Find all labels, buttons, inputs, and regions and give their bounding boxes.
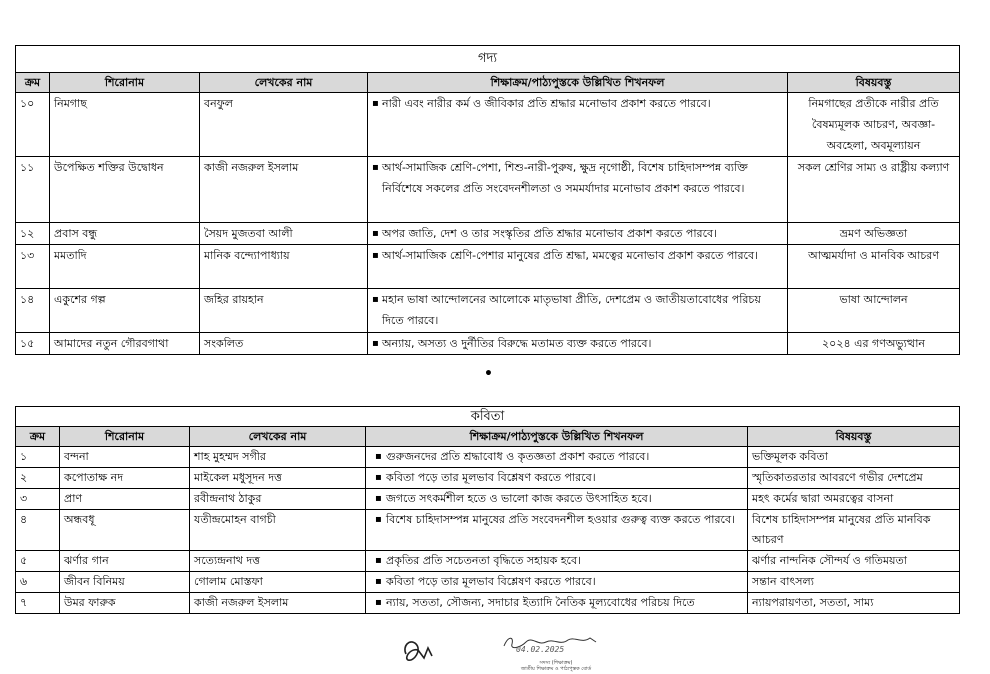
table-row xyxy=(16,468,960,489)
table-row xyxy=(16,223,960,245)
poetry-section-title: কবিতা xyxy=(16,407,960,427)
col-header-outcome: শিক্ষাক্রম/পাঠ্যপুস্তকে উল্লিখিত শিখনফল xyxy=(368,73,788,93)
row-outcome: ▪ ন্যায়, সততা, সৌজন্য, সদাচার ইত্যাদি নৈতিক মূল্যবোধের পরিচয় দিতে xyxy=(366,593,748,614)
row-serial: ৬ xyxy=(16,572,60,593)
row-outcome: ▪ কবিতা পড়ে তার মূলভাব বিশ্লেষণ করতে পারবে। xyxy=(366,572,748,593)
prose-section-title: গদ্য xyxy=(16,46,960,73)
row-title: একুশের গল্প xyxy=(50,289,200,333)
row-serial: ১২ xyxy=(16,223,50,245)
official-seal xyxy=(516,660,596,672)
col-header-outcome: শিক্ষাক্রম/পাঠ্যপুস্তকে উল্লিখিত শিখনফল xyxy=(366,427,748,447)
row-title: প্রবাস বন্ধু xyxy=(50,223,200,245)
row-content: মহৎ কর্মের দ্বারা অমরত্বের বাসনা xyxy=(748,489,960,510)
row-serial: ২ xyxy=(16,468,60,489)
col-header-author: লেখকের নাম xyxy=(190,427,366,447)
row-title: অন্ধবধূ xyxy=(60,510,190,551)
row-outcome: ▪ অন্যায়, অসত্য ও দুর্নীতির বিরুদ্ধে মতামত ব্যক্ত করতে পারবে। xyxy=(368,333,788,355)
row-serial: ১ xyxy=(16,447,60,468)
row-content: ভাষা আন্দোলন xyxy=(788,289,960,333)
row-title: মমতাদি xyxy=(50,245,200,289)
poetry-header-row xyxy=(16,427,960,447)
poetry-table xyxy=(15,406,960,614)
signature-mark-1 xyxy=(400,632,436,670)
row-serial: ১৪ xyxy=(16,289,50,333)
row-author: শাহ মুহম্মদ সগীর xyxy=(190,447,366,468)
table-row xyxy=(16,289,960,333)
row-serial: ১৩ xyxy=(16,245,50,289)
prose-table xyxy=(15,45,960,355)
row-author: জহির রায়হান xyxy=(200,289,368,333)
row-content: সন্তান বাৎসল্য xyxy=(748,572,960,593)
row-outcome: ▪ অপর জাতি, দেশ ও তার সংস্কৃতির প্রতি শ্রদ্ধার মনোভাব প্রকাশ করতে পারবে। xyxy=(368,223,788,245)
row-serial: ৩ xyxy=(16,489,60,510)
col-header-content: বিষয়বস্তু xyxy=(748,427,960,447)
row-content: ন্যায়পরায়ণতা, সততা, সাম্য xyxy=(748,593,960,614)
row-author: সৈয়দ মুজতবা আলী xyxy=(200,223,368,245)
col-header-serial: ক্রম xyxy=(16,73,50,93)
col-header-title: শিরোনাম xyxy=(60,427,190,447)
row-author: যতীন্দ্রমোহন বাগচী xyxy=(190,510,366,551)
row-content: সকল শ্রেণির সাম্য ও রাষ্ট্রীয় কল্যাণ xyxy=(788,157,960,223)
table-row xyxy=(16,447,960,468)
section-separator: • xyxy=(484,366,493,382)
row-title: বন্দনা xyxy=(60,447,190,468)
row-serial: ৭ xyxy=(16,593,60,614)
row-author: রবীন্দ্রনাথ ঠাকুর xyxy=(190,489,366,510)
row-serial: ১৫ xyxy=(16,333,50,355)
signature-date: 04.02.2025 xyxy=(516,645,565,654)
seal-line-2: জাতীয় শিক্ষাক্রম ও পাঠ্যপুস্তক বোর্ড xyxy=(520,666,592,672)
row-title: ঝর্ণার গান xyxy=(60,551,190,572)
table-row xyxy=(16,245,960,289)
row-title: প্রাণ xyxy=(60,489,190,510)
row-serial: ৫ xyxy=(16,551,60,572)
row-author: সত্যেন্দ্রনাথ দত্ত xyxy=(190,551,366,572)
row-content: আত্মমর্যাদা ও মানবিক আচরণ xyxy=(788,245,960,289)
row-title: জীবন বিনিময় xyxy=(60,572,190,593)
row-outcome: ▪ জগতে সৎকর্মশীল হতে ও ভালো কাজ করতে উৎসাহিত হবে। xyxy=(366,489,748,510)
row-title: নিমগাছ xyxy=(50,93,200,157)
row-author: গোলাম মোস্তফা xyxy=(190,572,366,593)
row-serial: ১০ xyxy=(16,93,50,157)
row-content: স্মৃতিকাতরতার আবরণে গভীর দেশপ্রেম xyxy=(748,468,960,489)
row-author: মাইকেল মধুসূদন দত্ত xyxy=(190,468,366,489)
row-outcome: ▪ আর্থ-সামাজিক শ্রেণি-পেশা, শিশু-নারী-পুরুষ, ক্ষুদ্র নৃগোষ্ঠী, বিশেষ চাহিদাসম্পন্ন ব্যক্তি নির্বিশেষে সকলের প্রতি সংবেদনশীলতা ও সমমর্যাদার মনোভাব প্রকাশ করতে পারবে। xyxy=(368,157,788,223)
row-title: উমর ফারুক xyxy=(60,593,190,614)
row-outcome: ▪ কবিতা পড়ে তার মূলভাব বিশ্লেষণ করতে পারবে। xyxy=(366,468,748,489)
row-author: কাজী নজরুল ইসলাম xyxy=(190,593,366,614)
row-author: কাজী নজরুল ইসলাম xyxy=(200,157,368,223)
seal-line-1: সদস্য (শিক্ষাক্রম) xyxy=(539,660,573,666)
table-row xyxy=(16,572,960,593)
row-outcome: ▪ গুরুজনদের প্রতি শ্রদ্ধাবোধ ও কৃতজ্ঞতা প্রকাশ করতে পারবে। xyxy=(366,447,748,468)
row-content: ভ্রমণ অভিজ্ঞতা xyxy=(788,223,960,245)
row-content: নিমগাছের প্রতীকে নারীর প্রতি বৈষম্যমূলক আচরণ, অবজ্ঞা-অবহেলা, অবমূল্যায়ন xyxy=(788,93,960,157)
row-content: ভক্তিমূলক কবিতা xyxy=(748,447,960,468)
row-outcome: ▪ আর্থ-সামাজিক শ্রেণি-পেশার মানুষের প্রতি শ্রদ্ধা, মমত্বের মনোভাব প্রকাশ করতে পারবে। xyxy=(368,245,788,289)
row-author: বনফুল xyxy=(200,93,368,157)
row-serial: ১১ xyxy=(16,157,50,223)
row-content: ঝর্ণার নান্দনিক সৌন্দর্য ও গতিময়তা xyxy=(748,551,960,572)
table-row xyxy=(16,510,960,551)
col-header-content: বিষয়বস্তু xyxy=(788,73,960,93)
table-row xyxy=(16,593,960,614)
row-author: সংকলিত xyxy=(200,333,368,355)
row-serial: ৪ xyxy=(16,510,60,551)
row-title: উপেক্ষিত শক্তির উদ্বোধন xyxy=(50,157,200,223)
signature-block-2 xyxy=(498,632,618,674)
row-title: কপোতাক্ষ নদ xyxy=(60,468,190,489)
col-header-serial: ক্রম xyxy=(16,427,60,447)
table-row xyxy=(16,157,960,223)
row-content: বিশেষ চাহিদাসম্পন্ন মানুষের প্রতি মানবিক আচরণ xyxy=(748,510,960,551)
col-header-title: শিরোনাম xyxy=(50,73,200,93)
col-header-author: লেখকের নাম xyxy=(200,73,368,93)
table-row xyxy=(16,333,960,355)
row-title: আমাদের নতুন গৌরবগাথা xyxy=(50,333,200,355)
table-row xyxy=(16,551,960,572)
row-outcome: ▪ প্রকৃতির প্রতি সচেতনতা বৃদ্ধিতে সহায়ক হবে। xyxy=(366,551,748,572)
row-author: মানিক বন্দ্যোপাধ্যায় xyxy=(200,245,368,289)
row-outcome: ▪ বিশেষ চাহিদাসম্পন্ন মানুষের প্রতি সংবেদনশীল হওয়ার গুরুত্ব ব্যক্ত করতে পারবে। xyxy=(366,510,748,551)
row-content: ২০২৪ এর গণঅভ্যুত্থান xyxy=(788,333,960,355)
prose-header-row xyxy=(16,73,960,93)
row-outcome: ▪ মহান ভাষা আন্দোলনের আলোকে মাতৃভাষা প্রীতি, দেশপ্রেম ও জাতীয়তাবোধের পরিচয় দিতে পারবে। xyxy=(368,289,788,333)
table-row xyxy=(16,489,960,510)
table-row xyxy=(16,93,960,157)
row-outcome: ▪ নারী এবং নারীর কর্ম ও জীবিকার প্রতি শ্রদ্ধার মনোভাব প্রকাশ করতে পারবে। xyxy=(368,93,788,157)
